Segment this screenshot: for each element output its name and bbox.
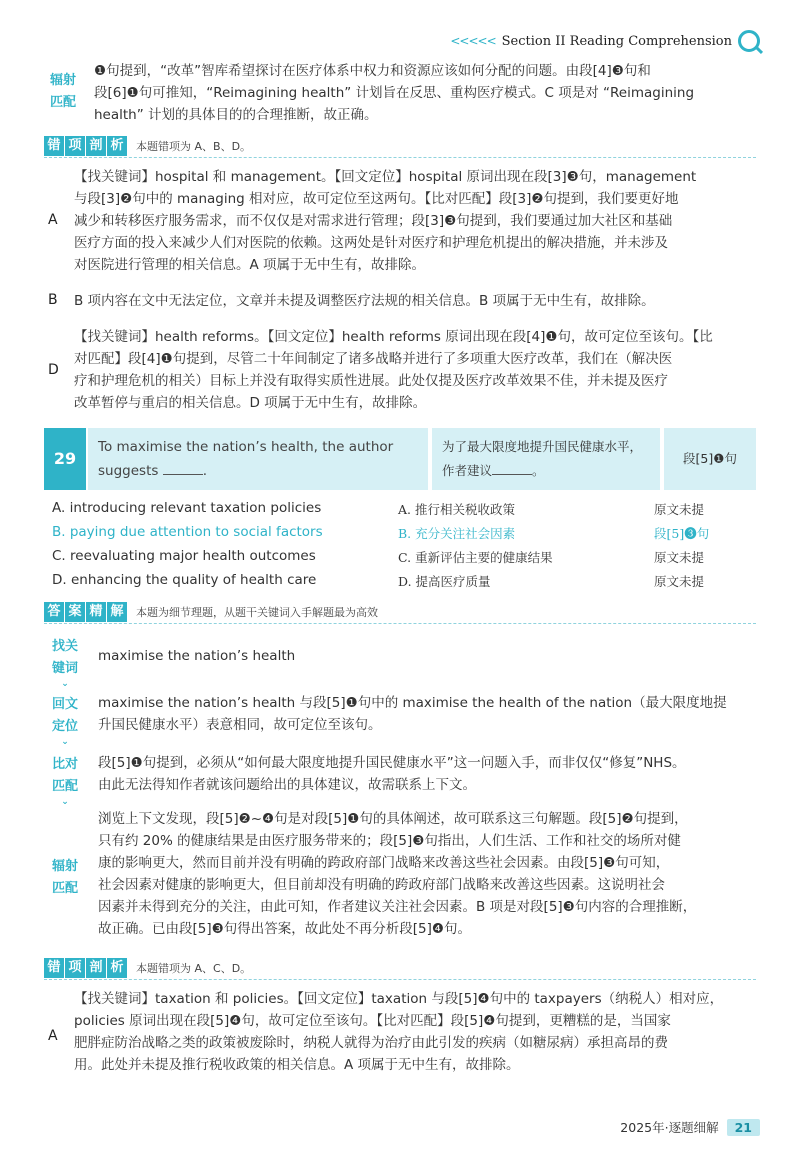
text-line: 【找关键词】hospital 和 management。【回文定位】hospital 原词出现在段[3]❸句，management	[74, 169, 697, 185]
text-line: 与段[3]❷句中的 managing 相对应，故可定位至这两句。【比对匹配】段[3]❷句提到，我们要更好地	[74, 191, 679, 207]
choice-cn: C. 重新评估主要的健康结果	[398, 550, 553, 565]
top-label	[44, 70, 82, 114]
tag-char: 剖	[86, 136, 106, 156]
text-line: 康的影响更大，然而目前并没有明确的跨政府部门战略来改善这些社会因素。由段[5]❸句可知，	[98, 855, 670, 871]
running-header	[450, 30, 760, 52]
choice-en: D. enhancing the quality of health care	[52, 572, 317, 588]
text-line: health” 计划的具体目的的合理推断，故正确。	[94, 107, 378, 123]
text-span: 。	[532, 463, 545, 478]
text-line: 疗和护理危机的相关）目标上并没有取得实质性进展。此处仅提及医疗改革效果不佳，并未提及医疗	[74, 373, 668, 389]
text-line: 【找关键词】taxation 和 policies。【回文定位】taxation 与段[5]❹句中的 taxpayers（纳税人）相对应，	[74, 991, 724, 1007]
question-number: 29	[44, 428, 86, 490]
text-line: 因素并未得到充分的关注，由此可知，作者建议关注社会因素。B 项是对段[5]❸句内容的合理推断，	[98, 899, 697, 915]
section-tag	[44, 136, 128, 156]
tag-char: 错	[44, 958, 64, 978]
text-span: suggests	[98, 463, 159, 479]
section-title: Section II Reading Comprehension	[501, 33, 732, 49]
step-text	[98, 692, 763, 736]
label-line: 辐射	[51, 859, 78, 874]
section-note: 本题错项为 A、B、D。	[136, 140, 252, 153]
choice-status: 段[5]❸句	[654, 526, 710, 541]
tag-char: 案	[65, 602, 85, 622]
divider	[44, 623, 756, 624]
option-a-analysis	[74, 166, 764, 276]
tag-char: 剖	[86, 958, 106, 978]
answer-explanation-header	[44, 602, 378, 622]
text-line: 用。此处并未提及推行税收政策的相关信息。A 项属于无中生有，故排除。	[74, 1057, 520, 1073]
page-number: 21	[727, 1119, 760, 1136]
question-box	[44, 428, 756, 490]
option-b-analysis	[74, 290, 764, 312]
step-text: maximise the nation’s health	[98, 648, 296, 664]
text-line: B 项内容在文中无法定位，文章并未提及调整医疗法规的相关信息。B 项属于无中生有，故排除。	[74, 293, 655, 309]
text-line: 医疗方面的投入来减少人们对医院的依赖。这两处是针对医疗和护理危机提出的解决措施，并未涉及	[74, 235, 668, 251]
choice-cn: D. 提高医疗质量	[398, 574, 491, 589]
label-line: 键词	[51, 661, 78, 676]
answer-blank	[492, 474, 532, 475]
text-line: 减少和转移医疗服务需求，而不仅仅是对需求进行管理；段[3]❸句提到，我们要通过加大社区和基础	[74, 213, 673, 229]
choice-cn: B. 充分关注社会因素	[398, 526, 516, 541]
choice-status: 原文未提	[654, 550, 705, 565]
divider	[44, 157, 756, 158]
choice-en: B. paying due attention to social factors	[52, 524, 323, 540]
option-letter: D	[48, 362, 59, 378]
option-a-analysis	[74, 988, 764, 1076]
question-stem-en	[88, 428, 428, 490]
error-analysis-header	[44, 136, 251, 156]
error-analysis-header	[44, 958, 251, 978]
text-line: 浏览上下文发现，段[5]❷~❹句是对段[5]❶句的具体阐述，故可联系这三句解题。段[5]❷句提到，	[98, 811, 688, 827]
chevron-down-icon: ⌄	[61, 679, 69, 689]
text-line: 为了最大限度地提升国民健康水平，	[442, 439, 643, 454]
text-line: 只有约 20% 的健康结果是由医疗服务带来的；段[5]❸句指出，人们生活、工作和社交的场所对健	[98, 833, 681, 849]
step-label-compare	[46, 754, 84, 806]
option-d-analysis	[74, 326, 764, 414]
tag-char: 精	[86, 602, 106, 622]
search-icon	[738, 30, 760, 52]
tag-char: 析	[107, 136, 127, 156]
arrows-icon: <<<<<	[450, 34, 496, 48]
question-stem-cn	[432, 428, 660, 490]
top-paragraph	[94, 60, 764, 126]
label-line: 回文	[51, 697, 78, 712]
text-line: 肥胖症防治战略之类的政策被废除时，纳税人就得为治疗由此引发的疾病（如糖尿病）承担高昂的费	[74, 1035, 668, 1051]
text-line: 段[5]❶句提到，必须从“如何最大限度地提升国民健康水平”这一问题入手，而非仅仅“修复”NHS。	[98, 755, 686, 771]
text-line: 改革暂停与重启的相关信息。D 项属于无中生有，故排除。	[74, 395, 427, 411]
label-line: 匹配	[49, 95, 76, 110]
option-letter: A	[48, 1028, 58, 1044]
choice-status: 原文未提	[654, 574, 705, 589]
tag-char: 解	[107, 602, 127, 622]
text-span: .	[202, 463, 207, 479]
tag-char: 错	[44, 136, 64, 156]
text-line: 对医院进行管理的相关信息。A 项属于无中生有，故排除。	[74, 257, 426, 273]
section-tag	[44, 602, 128, 622]
label-line: 找关	[51, 639, 78, 654]
text-line: ❶句提到，“改革”智库希望探讨在医疗体系中权力和资源应该如何分配的问题。由段[4]❸句和	[94, 63, 651, 79]
text-line: 段[6]❶句可推知，“Reimagining health” 计划旨在反思、重构医疗模式。C 项是对 “Reimagining	[94, 85, 695, 101]
text-line: To maximise the nation’s health, the author	[98, 439, 394, 455]
text-line: 故正确。已由段[5]❸句得出答案，故此处不再分析段[5]❹句。	[98, 921, 471, 937]
choice-en: C. reevaluating major health outcomes	[52, 548, 316, 564]
text-line: 对匹配】段[4]❶句提到，尽管二十年间制定了诸多战略并进行了多项重大医疗改革，我们在（解决医	[74, 351, 673, 367]
question-reference: 段[5]❶句	[664, 428, 756, 490]
choice-row	[52, 500, 752, 522]
label-line: 匹配	[51, 881, 78, 896]
choice-row-correct	[52, 524, 752, 546]
text-line: maximise the nation’s health 与段[5]❶句中的 maximise the health of the nation（最大限度地提	[98, 695, 727, 711]
section-tag	[44, 958, 128, 978]
step-text	[98, 752, 763, 796]
tag-char: 答	[44, 602, 64, 622]
choice-row	[52, 548, 752, 570]
page-footer	[620, 1118, 760, 1136]
choice-status: 原文未提	[654, 502, 705, 517]
label-line: 匹配	[51, 779, 78, 794]
choice-row	[52, 572, 752, 594]
footer-label: 2025年·逐题细解	[620, 1120, 719, 1135]
answer-blank	[163, 474, 203, 475]
text-line: 社会因素对健康的影响更大，但目前却没有明确的跨政府部门战略来改善这些因素。这说明社会	[98, 877, 665, 893]
text-line: policies 原词出现在段[5]❹句，故可定位至该句。【比对匹配】段[5]❹句提到，更糟糕的是，当国家	[74, 1013, 671, 1029]
step-label-keywords	[46, 636, 84, 688]
label-line: 辐射	[49, 73, 76, 88]
tag-char: 项	[65, 958, 85, 978]
step-label-locate	[46, 694, 84, 746]
section-note: 本题为细节理题，从题干关键词入手解题最为高效	[136, 606, 378, 619]
choice-en: A. introducing relevant taxation policies	[52, 500, 322, 516]
label-line: 比对	[51, 757, 78, 772]
text-span: 作者建议	[442, 463, 493, 478]
label-line: 定位	[51, 719, 78, 734]
option-letter: B	[48, 292, 58, 308]
tag-char: 析	[107, 958, 127, 978]
tag-char: 项	[65, 136, 85, 156]
step-text	[98, 808, 763, 940]
option-letter: A	[48, 212, 58, 228]
text-line: 升国民健康水平）表意相同，故可定位至该句。	[98, 717, 382, 733]
chevron-down-icon: ⌄	[61, 797, 69, 807]
text-line: 【找关键词】health reforms。【回文定位】health reforms 原词出现在段[4]❶句，故可定位至该句。【比	[74, 329, 713, 345]
choice-cn: A. 推行相关税收政策	[398, 502, 515, 517]
section-note: 本题错项为 A、C、D。	[136, 962, 252, 975]
divider	[44, 979, 756, 980]
step-label-radiate	[46, 856, 84, 900]
text-line: 由此无法得知作者就该问题给出的具体建议，故需联系上下文。	[98, 777, 476, 793]
chevron-down-icon: ⌄	[61, 737, 69, 747]
